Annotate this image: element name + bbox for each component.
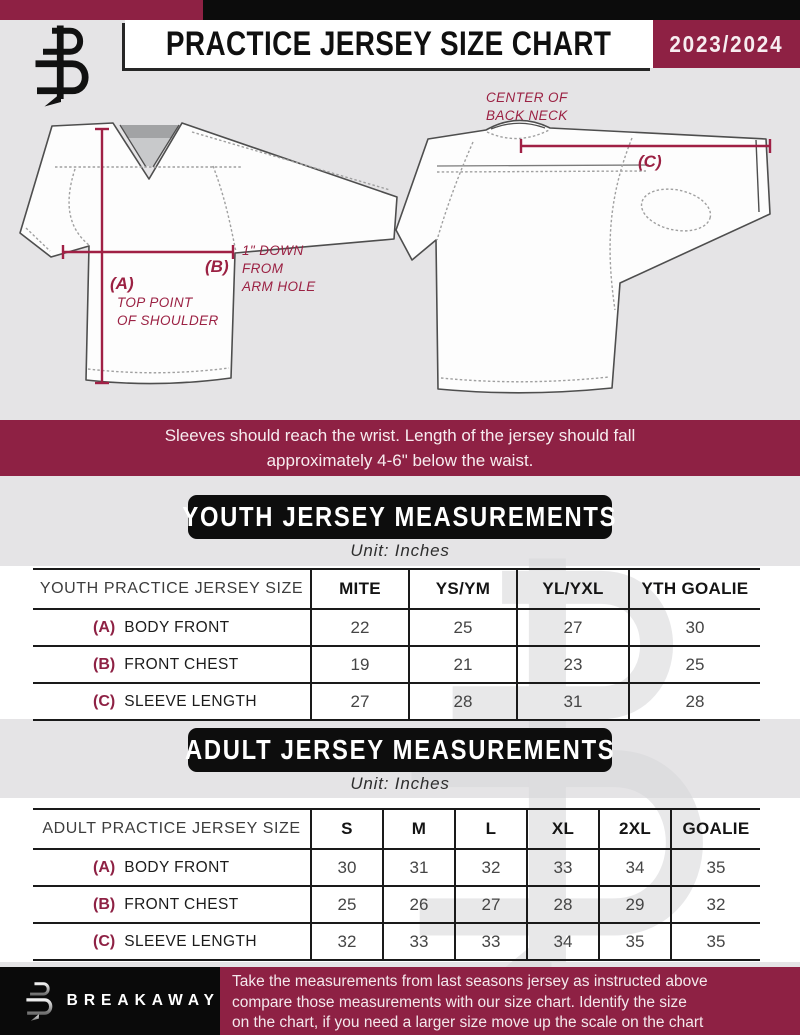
table-cell: 28 [408,684,516,719]
adult-col-xl: XL [526,810,598,850]
table-cell: 19 [310,647,408,684]
back-neck-note-line1: CENTER OF [486,90,568,105]
breakaway-footer-logo-icon [22,977,59,1025]
adult-col-m: M [382,810,454,850]
table-cell: 32 [670,887,760,924]
table-cell: 33 [454,924,526,959]
footer-instructions [220,967,800,1035]
page-title: PRACTICE JERSEY SIZE CHART [166,24,612,63]
top-strip-black [203,0,800,20]
table-cell: 35 [598,924,670,959]
label-b-desc-line3: ARM HOLE [242,279,316,294]
table-cell: 31 [516,684,628,719]
row-key: (A) [93,858,116,876]
row-key: (B) [93,895,116,913]
youth-col-ylyxl: YL/YXL [516,570,628,610]
footer-instructions-line2: compare those measurements with our size chart. Identify the size [232,993,687,1011]
youth-row-label-sleeve-length [33,684,310,719]
table-cell: 31 [382,850,454,887]
adult-heading-text: ADULT JERSEY MEASUREMENTS [184,734,616,765]
label-b: (B) [205,257,229,276]
footer-brand-bar [0,967,220,1035]
label-c: (C) [638,152,662,171]
table-cell: 27 [310,684,408,719]
table-cell: 34 [598,850,670,887]
row-label: FRONT CHEST [124,655,239,673]
table-cell: 28 [628,684,760,719]
table-cell: 33 [526,850,598,887]
label-b-desc-line1: 1" DOWN [242,243,304,258]
youth-col-mite: MITE [310,570,408,610]
adult-col-s: S [310,810,382,850]
page-title-box [125,20,653,68]
back-neck-note-line2: BACK NECK [486,108,568,123]
table-cell: 25 [408,610,516,647]
youth-row-label-body-front [33,610,310,647]
table-cell: 27 [516,610,628,647]
label-a: (A) [110,274,134,293]
jersey-diagrams [0,68,800,420]
row-key: (A) [93,618,116,636]
fit-note-line1: Sleeves should reach the wrist. Length of the jersey should fall [164,426,636,445]
youth-col-ysym: YS/YM [408,570,516,610]
youth-size-table [33,568,760,721]
table-cell: 27 [454,887,526,924]
table-cell: 30 [628,610,760,647]
label-a-desc-line2: OF SHOULDER [117,313,219,328]
adult-size-table [33,808,760,961]
adult-col-l: L [454,810,526,850]
adult-row-label-sleeve-length [33,924,310,959]
adult-row-label-body-front [33,850,310,887]
youth-heading-text: YOUTH JERSEY MEASUREMENTS [182,501,618,532]
youth-unit-label: Unit: Inches [350,541,450,560]
table-cell: 28 [526,887,598,924]
season-label: 2023/2024 [669,30,784,57]
youth-col-goalie: YTH GOALIE [628,570,760,610]
table-cell: 34 [526,924,598,959]
footer-instructions-line1: Take the measurements from last seasons jersey as instructed above [232,973,708,990]
youth-table-label-header: YOUTH PRACTICE JERSEY SIZE [33,570,310,610]
footer-instructions-line3: on the chart, if you need a larger size move up the scale on the chart [232,1014,704,1031]
row-label: FRONT CHEST [124,895,239,913]
front-jersey-illustration [20,123,397,384]
row-label: BODY FRONT [124,618,230,636]
row-key: (C) [93,692,116,710]
season-badge [653,20,800,68]
top-strip-maroon [0,0,203,20]
table-cell: 35 [670,850,760,887]
row-key: (B) [93,655,116,673]
adult-col-goalie: GOALIE [670,810,760,850]
fit-note-banner [0,420,800,476]
youth-section-heading [182,495,618,539]
adult-unit-label: Unit: Inches [350,774,450,793]
label-b-desc-line2: FROM [242,261,284,276]
table-cell: 33 [382,924,454,959]
table-cell: 32 [454,850,526,887]
table-cell: 25 [310,887,382,924]
adult-col-2xl: 2XL [598,810,670,850]
adult-row-label-front-chest [33,887,310,924]
fit-note-line2: approximately 4-6" below the waist. [266,451,534,470]
back-jersey-illustration [396,90,770,393]
table-cell: 25 [628,647,760,684]
label-a-desc-line1: TOP POINT [117,295,193,310]
table-cell: 30 [310,850,382,887]
table-cell: 22 [310,610,408,647]
table-cell: 21 [408,647,516,684]
adult-table-label-header: ADULT PRACTICE JERSEY SIZE [33,810,310,850]
row-key: (C) [93,932,116,950]
table-cell: 32 [310,924,382,959]
table-cell: 26 [382,887,454,924]
brand-name: BREAKAWAY [66,992,220,1009]
table-cell: 35 [670,924,760,959]
table-cell: 23 [516,647,628,684]
row-label: SLEEVE LENGTH [124,932,257,950]
youth-row-label-front-chest [33,647,310,684]
row-label: SLEEVE LENGTH [124,692,257,710]
table-cell: 29 [598,887,670,924]
row-label: BODY FRONT [124,858,230,876]
adult-section-heading [184,728,616,772]
